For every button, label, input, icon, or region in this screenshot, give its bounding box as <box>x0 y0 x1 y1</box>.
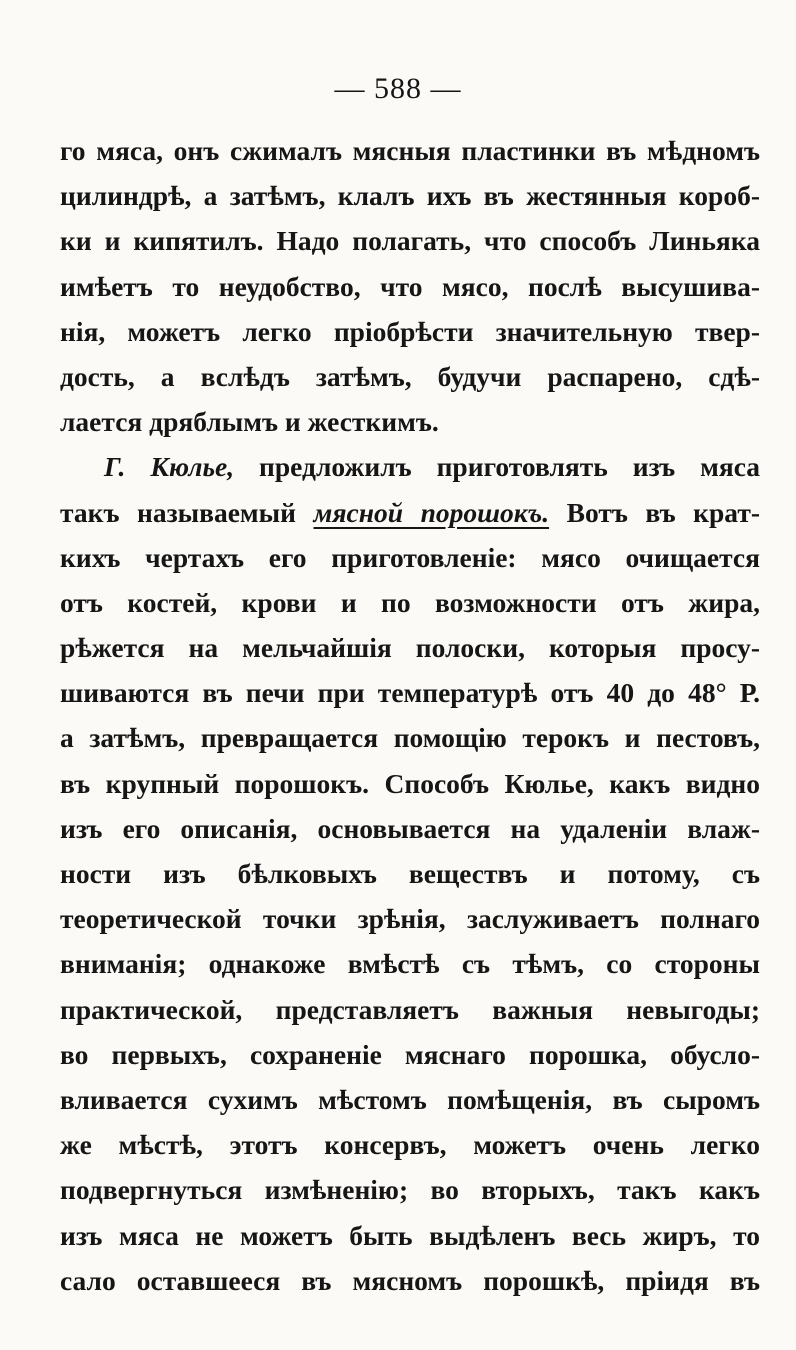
text-line-22: вливается сухимъ мѣстомъ помѣщенія, въ сыромъ <box>60 1083 760 1115</box>
text-line-24: подвергнуться измѣненію; во вторыхъ, такъ какъ <box>60 1174 760 1206</box>
author-name: Г. Кюлье, <box>104 451 235 483</box>
text-line-16: изъ его описанія, основывается на удаленіи влаж- <box>60 812 760 844</box>
text-line-14: а затѣмъ, превращается помощію терокъ и пестовъ, <box>60 722 760 754</box>
text-line-21: во первыхъ, сохраненіе мяснаго порошка, обуслo- <box>60 1038 760 1070</box>
text-line-15: въ крупный порошокъ. Способъ Кюлье, какъ видно <box>60 767 760 799</box>
text-line-7: лается дряблымъ и жесткимъ. <box>60 406 439 438</box>
text-line-1: го мяса, онъ сжималъ мясныя пластинки въ мѣдномъ <box>60 135 760 166</box>
text-line-23: же мѣстѣ, этотъ консервъ, можетъ очень легко <box>60 1129 760 1161</box>
text-line-4: имѣетъ то неудобство, что мясо, послѣ высушива- <box>60 270 760 302</box>
text-line-17: ности изъ бѣлковыхъ веществъ и потому, съ <box>60 858 760 889</box>
text-line-5: нія, можетъ легко пріобрѣсти значительную твер- <box>60 315 760 347</box>
text-line-3: ки и кипятилъ. Надо полагать, что способъ Линьяка <box>60 225 760 257</box>
text-line-18: теоретической точки зрѣнія, заслуживаетъ полнаго <box>60 903 760 935</box>
text-line-6: дость, а вслѣдъ затѣмъ, будучи распарено, сдѣ- <box>60 360 760 392</box>
text-line-8 <box>60 444 760 489</box>
text-line-9 <box>60 490 760 535</box>
text-line-20: практической, представляетъ важныя невыгоды; <box>60 993 760 1025</box>
underlined-term: мясной порошокъ. <box>313 496 550 528</box>
text-line-26: сало оставшееся въ мясномъ порошкѣ, пріидя въ <box>60 1264 760 1296</box>
text-segment: такъ называемый <box>60 496 314 528</box>
text-line-19: вниманія; однакоже вмѣстѣ съ тѣмъ, со стороны <box>60 948 760 980</box>
text-line-11: отъ костей, крови и по возможности отъ жира, <box>60 586 760 618</box>
text-line-10: кихъ чертахъ его приготовленіе: мясо очищается <box>60 541 760 573</box>
text-line-12: рѣжется на мельчайшія полоски, которыя просу- <box>60 632 760 664</box>
text-line-2: цилиндрѣ, а затѣмъ, клалъ ихъ въ жестянныя короб- <box>60 180 760 212</box>
page-body <box>60 128 760 1303</box>
page-number: — 588 — <box>334 72 462 105</box>
text-segment: Вотъ въ крат- <box>549 496 760 528</box>
text-line-25: изъ мяса не можетъ быть выдѣленъ весь жиръ, то <box>60 1219 760 1251</box>
text-segment: предложилъ приготовлять изъ мяса <box>234 451 760 483</box>
text-line-13: шиваются въ печи при температурѣ отъ 40 до 48° Р. <box>60 677 760 709</box>
